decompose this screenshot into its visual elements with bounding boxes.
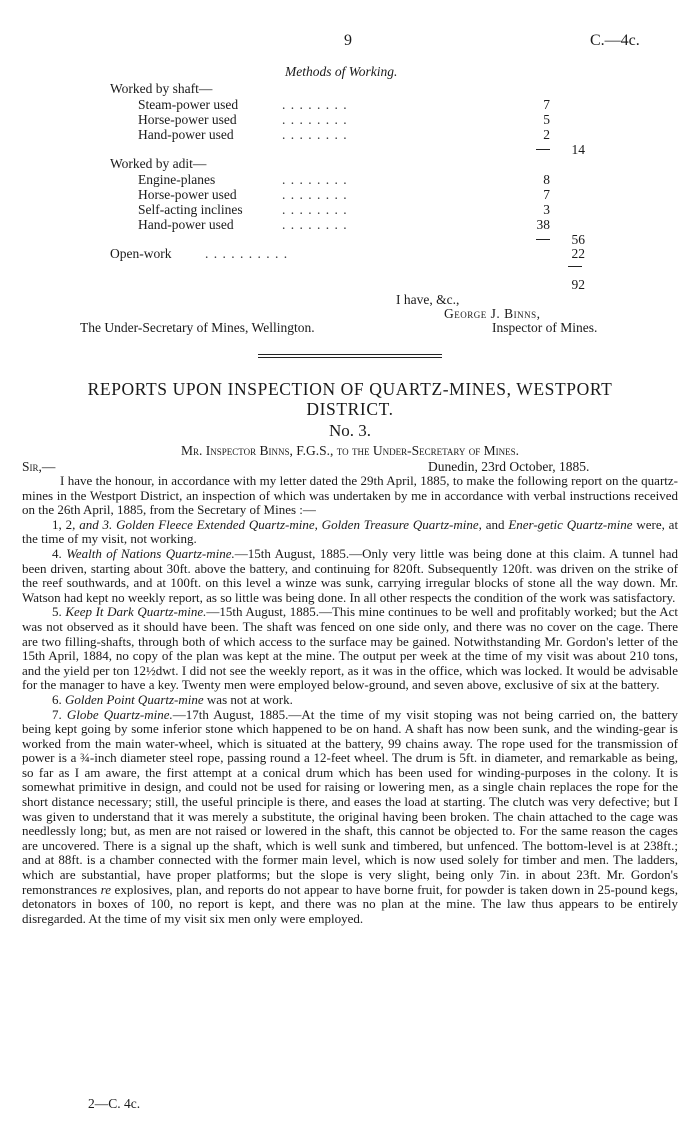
table-row-label: Steam-power used (138, 97, 239, 112)
grand-total: 92 (571, 277, 585, 292)
report-title-line2: DISTRICT. (306, 399, 394, 419)
paragraph-item: 6. Golden Point Quartz-mine was not at work. (52, 691, 293, 707)
table-row-value: 7 (543, 187, 550, 202)
letter-date: Dunedin, 23rd October, 1885. (428, 459, 590, 474)
leader-dots: . . . . . . . . (282, 172, 348, 187)
paragraph-item: 5. Keep It Dark Quartz-mine.—15th August, 1885.—This mine continues to be well and profitably worked; but the Act was not observed as it should have been. The shaft was fenced on one side only, and there was no cover on the cage. There are two filling-shafts, through both of which access to the surface may be gained. Notwithstanding Mr. Gordon's letter of the 15th April, 1884, no copy of the plan was kept at the mine. The output per week at the time of my visit was about 210 tons, and the yield per ton 12½dwt. I did not see the weekly report, as it was in the office, which was locked. It would be advisable for the manager to have a key. Twenty men were employed below-ground, and seven above, exclusive of six at the battery. (22, 604, 679, 693)
salutation: Sir,— (22, 459, 56, 474)
paragraph-item: 7. Globe Quartz-mine.—17th August, 1885.—At the time of my visit stoping was not being carried on, the battery being kept going by some inferior stone which happened to be on hand. A shaft has now been sunk, and the winding-gear is worked from the main water-wheel, which is situated at the battery, 99 chains away. The rope used for the transmission of power is a ¾-inch diameter steel rope, passing round a 12-feet wheel. The drum is 5ft. in diameter, and remarkable as being, so far as I am aware, the first attempt at a conical drum which has been used for winding-purposes in the colony. It is somewhat primitive in design, and could not be used for raising or lowering men, as a single chain replaces the rope for the short distance necessary; still, the useful principle is there, and eases the load at starting. The clutch was very defective; but I was given to understand that it was merely a substitute, the original having been broken. The chain attached to the cage was needlessly long; but, as men are not raised or lowered in the shaft, this cannot be objected to. For the same reason the cages are uncovered. There is a signal up the shaft, which is well sunk and timbered, but unfenced. The bottom-level is at 238ft.; and at 88ft. is a chamber connected with the former main level, which is now used solely for timber and men. The ladders, which are substantial, have proper platforms; but the slope is very slight, being only 7in. in about 23ft. Mr. Gordon's remonstrances re explosives, plan, and reports do not appear to have borne fruit, for powder is taken down in 25-pound kegs, detonators in boxes of 100, no report is kept, and there was no plan at the mine. The law thus appears to be entirely disregarded. At the time of my visit six men only were employed. (22, 706, 679, 926)
table-row-value: 5 (543, 112, 550, 127)
separator-rule (258, 354, 442, 355)
table-row-label: Horse-power used (138, 112, 237, 127)
table-title: Methods of Working. (285, 64, 398, 79)
leader-dots: . . . . . . . . . . (205, 246, 289, 261)
paragraph-item: 1, 2, and 3. Golden Fleece Extended Quartz-mine, Golden Treasure Quartz-mine, and Ener-getic Quartz-mine were, at the time of my visit, not working. (22, 516, 679, 547)
adit-total: 56 (571, 232, 585, 247)
printer-signature: 2—C. 4c. (88, 1096, 141, 1111)
table-row-label: Engine-planes (138, 172, 216, 187)
adit-heading: Worked by adit— (110, 156, 207, 171)
addressee: The Under-Secretary of Mines, Wellington. (80, 320, 315, 335)
shaft-total: 14 (571, 142, 585, 157)
report-number: No. 3. (328, 421, 372, 440)
table-row-label: Hand-power used (138, 217, 234, 232)
table-row-value: 3 (543, 202, 550, 217)
series-code: C.—4c. (590, 32, 640, 49)
total-rule (568, 266, 582, 267)
table-row-value: 8 (543, 172, 550, 187)
table-row-value: 2 (543, 127, 550, 142)
leader-dots: . . . . . . . . (282, 202, 348, 217)
report-from-line: Mr. Inspector Binns, F.G.S., to the Under-Secretary of Mines. (180, 443, 520, 458)
subtotal-rule (536, 239, 550, 240)
paragraph-item: 4. Wealth of Nations Quartz-mine.—15th August, 1885.—Only very little was being done at this claim. A tunnel had been driven, starting about 30ft. above the battery, and continuing for 820ft. Subsequently 120ft. was driven on the strike of the reef southwards, and at 100ft. on this level a winze was sunk, carrying irregular blocks of stone all the way down. Mr. Watson had kept no weekly report, as so little was being done. In all other respects the condition of the work was satisfactory. (22, 545, 678, 605)
report-title: REPORTS UPON INSPECTION OF QUARTZ-MINES, WESTPORT (87, 379, 613, 399)
separator-rule (258, 357, 442, 358)
signatory-role: Inspector of Mines. (492, 320, 598, 335)
table-row-label: Self-acting inclines (138, 202, 243, 217)
paragraph-intro: I have the honour, in accordance with my letter dated the 29th April, 1885, to make the following report on the quartz-mines in the Westport District, an inspection of which was undertaken by me in accordance with verbal instructions received on the 26th April, 1885, from the Secretary of Mines :— (22, 473, 678, 518)
leader-dots: . . . . . . . . (282, 97, 348, 112)
leader-dots: . . . . . . . . (282, 112, 348, 127)
closing-phrase: I have, &c., (396, 292, 460, 307)
table-row-value: 7 (543, 97, 550, 112)
open-work-value: 22 (571, 246, 585, 261)
table-row-label: Hand-power used (138, 127, 234, 142)
leader-dots: . . . . . . . . (282, 127, 348, 142)
subtotal-rule (536, 149, 550, 150)
signatory-name: George J. Binns, (444, 306, 541, 321)
open-work-label: Open-work (110, 246, 172, 261)
leader-dots: . . . . . . . . (282, 187, 348, 202)
table-row-label: Horse-power used (138, 187, 237, 202)
table-row-value: 38 (536, 217, 550, 232)
page-number: 9 (344, 32, 352, 49)
leader-dots: . . . . . . . . (282, 217, 348, 232)
report-body (22, 474, 678, 926)
shaft-heading: Worked by shaft— (110, 81, 213, 96)
